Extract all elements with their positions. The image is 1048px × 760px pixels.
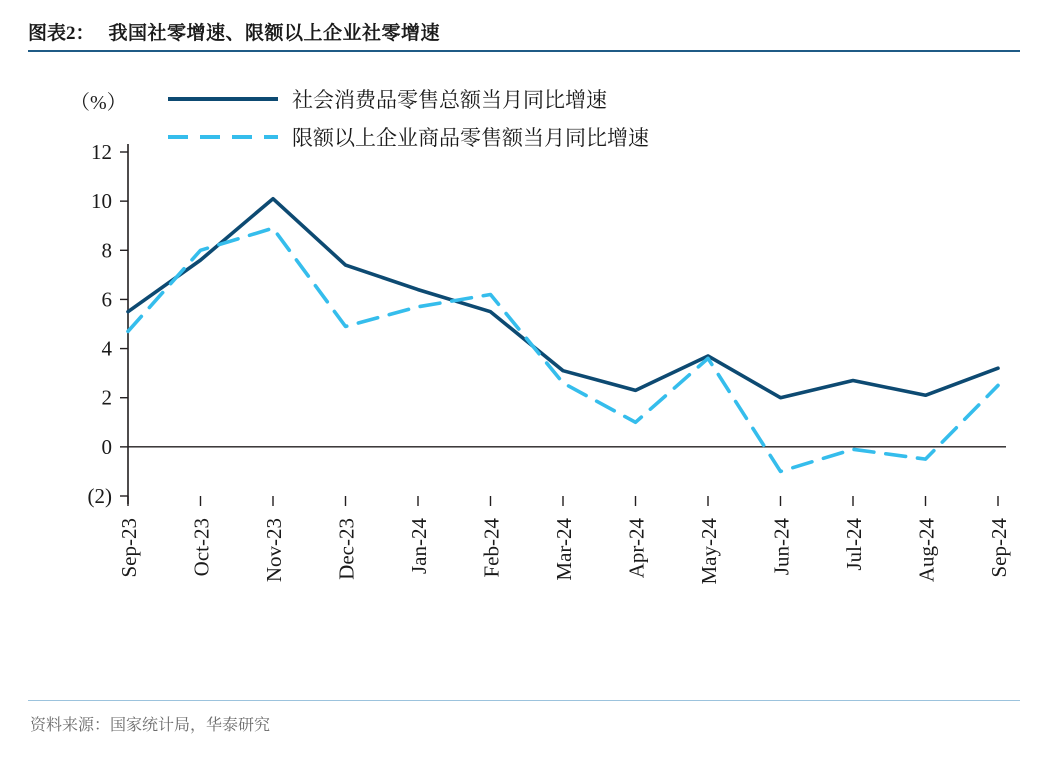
y-tick-label: 10	[91, 189, 112, 214]
chart-container	[28, 56, 1020, 696]
x-tick-label: Mar-24	[552, 518, 576, 581]
x-tick-label: Jul-24	[842, 518, 866, 571]
x-tick-label: May-24	[697, 518, 721, 585]
page-title: 我国社零增速、限额以上企业社零增速	[108, 22, 441, 44]
figure-number-label: 图表2：	[28, 22, 95, 44]
x-tick-label: Jan-24	[407, 518, 431, 574]
x-tick-label: Sep-23	[117, 518, 141, 578]
header-divider	[28, 50, 1020, 52]
x-tick-label: Dec-23	[334, 518, 359, 580]
chart-plot	[28, 56, 1020, 696]
x-tick-label: Aug-24	[914, 518, 939, 583]
series-line-1	[128, 199, 998, 398]
series-line-2	[128, 228, 998, 471]
x-tick-label: Oct-23	[189, 518, 214, 577]
y-tick-label: 8	[101, 238, 112, 263]
y-tick-label: 2	[101, 385, 112, 410]
y-tick-label: 0	[101, 434, 112, 459]
legend-label-series-1: 社会消费品零售总额当月同比增速	[292, 88, 607, 112]
x-tick-label: Jun-24	[769, 518, 794, 576]
axis-unit-label: （%）	[70, 92, 127, 114]
footer-divider	[28, 700, 1020, 701]
y-tick-label: (2)	[87, 484, 112, 508]
chart-header	[28, 14, 1020, 48]
y-tick-label: 12	[91, 140, 112, 164]
y-tick-label: 4	[101, 336, 112, 361]
x-tick-label: Sep-24	[987, 518, 1011, 578]
y-tick-label: 6	[101, 287, 112, 312]
x-tick-label: Apr-24	[624, 518, 649, 579]
x-tick-label: Nov-23	[262, 518, 286, 583]
source-note: 资料来源：国家统计局，华泰研究	[30, 717, 271, 734]
legend-label-series-2: 限额以上企业商品零售额当月同比增速	[292, 126, 649, 150]
x-tick-label: Feb-24	[479, 518, 504, 578]
